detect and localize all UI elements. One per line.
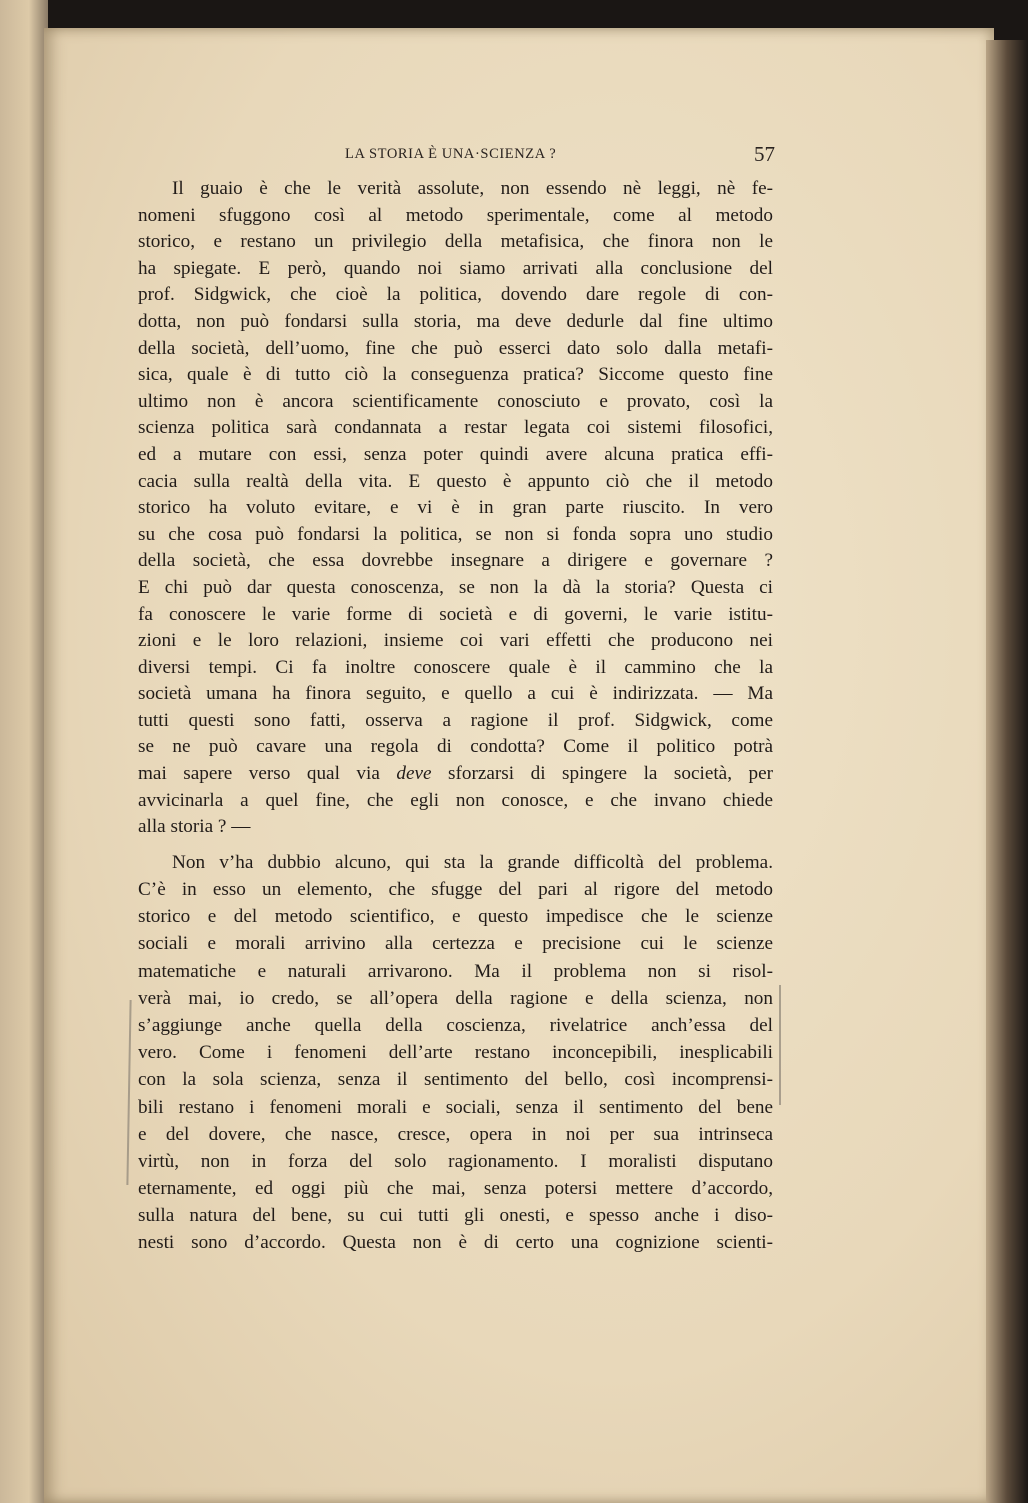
text-line: della società, che essa dovrebbe insegnare a dirigere e governare ? [138, 550, 773, 572]
text-line: ha spiegate. E però, quando noi siamo arrivati alla conclusione del [138, 257, 773, 279]
text-line: prof. Sidgwick, che cioè la politica, dovendo dare regole di con- [138, 284, 773, 306]
text-line: su che cosa può fondarsi la politica, se non si fonda sopra uno studio [138, 523, 773, 545]
text-line: vero. Come i fenomeni dell’arte restano inconcepibili, inesplicabili [138, 1042, 773, 1064]
text-line: eternamente, ed oggi più che mai, senza potersi mettere d’accordo, [138, 1178, 773, 1200]
page-number: 57 [754, 142, 775, 166]
text-line: storico e del metodo scientifico, e questo impedisce che le scienze [138, 906, 773, 928]
body-text [138, 176, 773, 1257]
page-edge-shadow [986, 40, 1028, 1503]
text-line: sica, quale è di tutto ciò la conseguenza pratica? Siccome questo fine [138, 364, 773, 386]
text-line: nesti sono d’accordo. Questa non è di certo una cognizione scienti- [138, 1232, 773, 1254]
italic-line-emphasis: deve [396, 763, 432, 785]
text-line: verà mai, io credo, se all’opera della ragione e della scienza, non [138, 987, 773, 1009]
text-line: zioni e le loro relazioni, insieme coi vari effetti che producono nei [138, 630, 773, 652]
text-line: bili restano i fenomeni morali e sociali, senza il sentimento del bene [138, 1096, 773, 1118]
text-line: virtù, non in forza del solo ragionamento. I moralisti disputano [138, 1150, 773, 1172]
text-line: sulla natura del bene, su cui tutti gli onesti, e spesso anche i diso- [138, 1205, 773, 1227]
text-line: ultimo non è ancora scientificamente conosciuto e provato, così la [138, 390, 773, 412]
text-line: scienza politica sarà condannata a restar legata coi sistemi filosofici, [138, 417, 773, 439]
text-line: storico ha voluto evitare, e vi è in gran parte riuscito. In vero [138, 497, 773, 519]
text-line: avvicinarla a quel fine, che egli non conosce, e che invano chiede [138, 789, 773, 811]
text-line: matematiche e naturali arrivarono. Ma il problema non si risol- [138, 960, 773, 982]
text-line: cacia sulla realtà della vita. E questo è appunto ciò che il metodo [138, 470, 773, 492]
text-line: società umana ha finora seguito, e quello a cui è indirizzata. — Ma [138, 683, 773, 705]
text-line: C’è in esso un elemento, che sfugge del pari al rigore del metodo [138, 879, 773, 901]
text-line: della società, dell’uomo, fine che può esserci dato solo dalla metafi- [138, 337, 773, 359]
text-line: con la sola scienza, senza il sentimento del bello, così incomprensi- [138, 1069, 773, 1091]
pencil-margin-mark-right [779, 985, 781, 1105]
text-line: Non v’ha dubbio alcuno, qui sta la grande difficoltà del problema. [172, 851, 773, 873]
text-line: ed a mutare con essi, senza poter quindi avere alcuna pratica effi- [138, 443, 773, 465]
text-line: tutti questi sono fatti, osserva a ragione il prof. Sidgwick, come [138, 709, 773, 731]
text-line [138, 761, 773, 788]
text-line: e del dovere, che nasce, cresce, opera in noi per sua intrinseca [138, 1123, 773, 1145]
text-line: fa conoscere le varie forme di società e di governi, le varie istitu- [138, 603, 773, 625]
text-line: sociali e morali arrivino alla certezza e precisione cui le scienze [138, 933, 773, 955]
paragraph-2 [138, 849, 773, 1257]
text-line: se ne può cavare una regola di condotta? Come il politico potrà [138, 736, 773, 758]
text-line: dotta, non può fondarsi sulla storia, ma deve dedurle dal fine ultimo [138, 310, 773, 332]
text-line: alla storia ? — [138, 816, 251, 838]
italic-line-after: sforzarsi di spingere la società, per [431, 763, 774, 785]
page-header [0, 142, 1028, 168]
text-line: E chi può dar questa conoscenza, se non la dà la storia? Questa ci [138, 576, 773, 598]
paragraph-1 [138, 176, 773, 841]
text-line: nomeni sfuggono così al metodo sperimentale, come al metodo [138, 204, 773, 226]
text-line: diversi tempi. Ci fa inoltre conoscere quale è il cammino che la [138, 656, 773, 678]
running-title: LA STORIA È UNA·SCIENZA ? [345, 146, 557, 162]
text-line: Il guaio è che le verità assolute, non essendo nè leggi, nè fe- [172, 178, 773, 199]
text-line: storico, e restano un privilegio della metafisica, che finora non le [138, 231, 773, 253]
previous-page-edge [0, 0, 48, 1503]
italic-line-before: mai sapere verso qual via [138, 763, 397, 785]
text-line: s’aggiunge anche quella della coscienza, rivelatrice anch’essa del [138, 1014, 773, 1036]
